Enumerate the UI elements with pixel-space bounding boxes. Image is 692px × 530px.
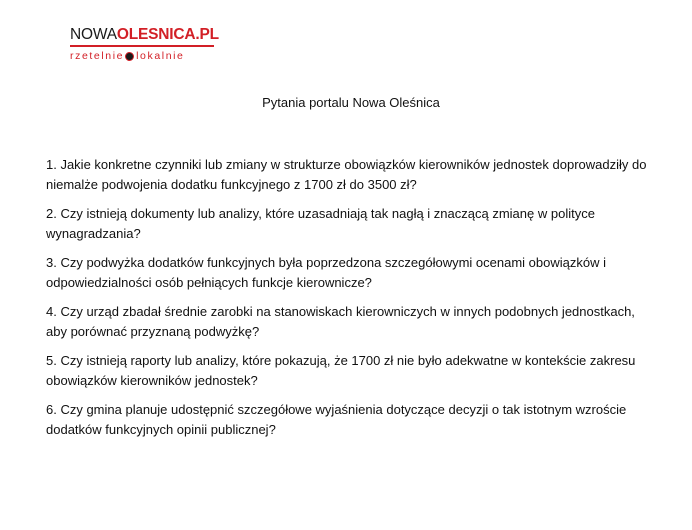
logo-underline (70, 45, 214, 47)
question-item: 1. Jakie konkretne czynniki lub zmiany w strukturze obowiązków kierowników jednostek doprowadziły do niemalże podwojenia dodatku funkcyjnego z 1700 zł do 3500 zł? (46, 157, 647, 192)
logo-brand-text: OLESNICA.PL (116, 26, 219, 43)
logo-tagline (70, 50, 216, 62)
questions-list (46, 155, 658, 449)
logo-wordmark (70, 26, 219, 43)
logo-dot-icon (125, 52, 134, 61)
site-logo[interactable] (70, 26, 219, 62)
question-item: 3. Czy podwyżka dodatków funkcyjnych była poprzedzona szczegółowymi ocenami obowiązków i odpowiedzialności osób pełniących funkcje kierownicze? (46, 255, 606, 290)
logo-tagline-left: rzetelnie (70, 50, 125, 62)
logo-nowa-text: NOWA (70, 26, 117, 43)
logo-tagline-right: lokalnie (136, 50, 185, 62)
question-item: 5. Czy istnieją raporty lub analizy, które pokazują, że 1700 zł nie było adekwatne w kontekście zakresu obowiązków kierowników jednostek? (46, 353, 636, 388)
document-title: Pytania portalu Nowa Oleśnica (262, 95, 440, 110)
question-item: 6. Czy gmina planuje udostępnić szczegółowe wyjaśnienia dotyczące decyzji o tak istotnym wzroście dodatków funkcyjnych opinii publicznej? (46, 402, 627, 437)
question-item: 4. Czy urząd zbadał średnie zarobki na stanowiskach kierowniczych w innych podobnych jednostkach, aby porównać przyznaną podwyżkę? (46, 304, 635, 339)
question-item: 2. Czy istnieją dokumenty lub analizy, które uzasadniają tak nagłą i znaczącą zmianę w polityce wynagradzania? (46, 206, 595, 241)
